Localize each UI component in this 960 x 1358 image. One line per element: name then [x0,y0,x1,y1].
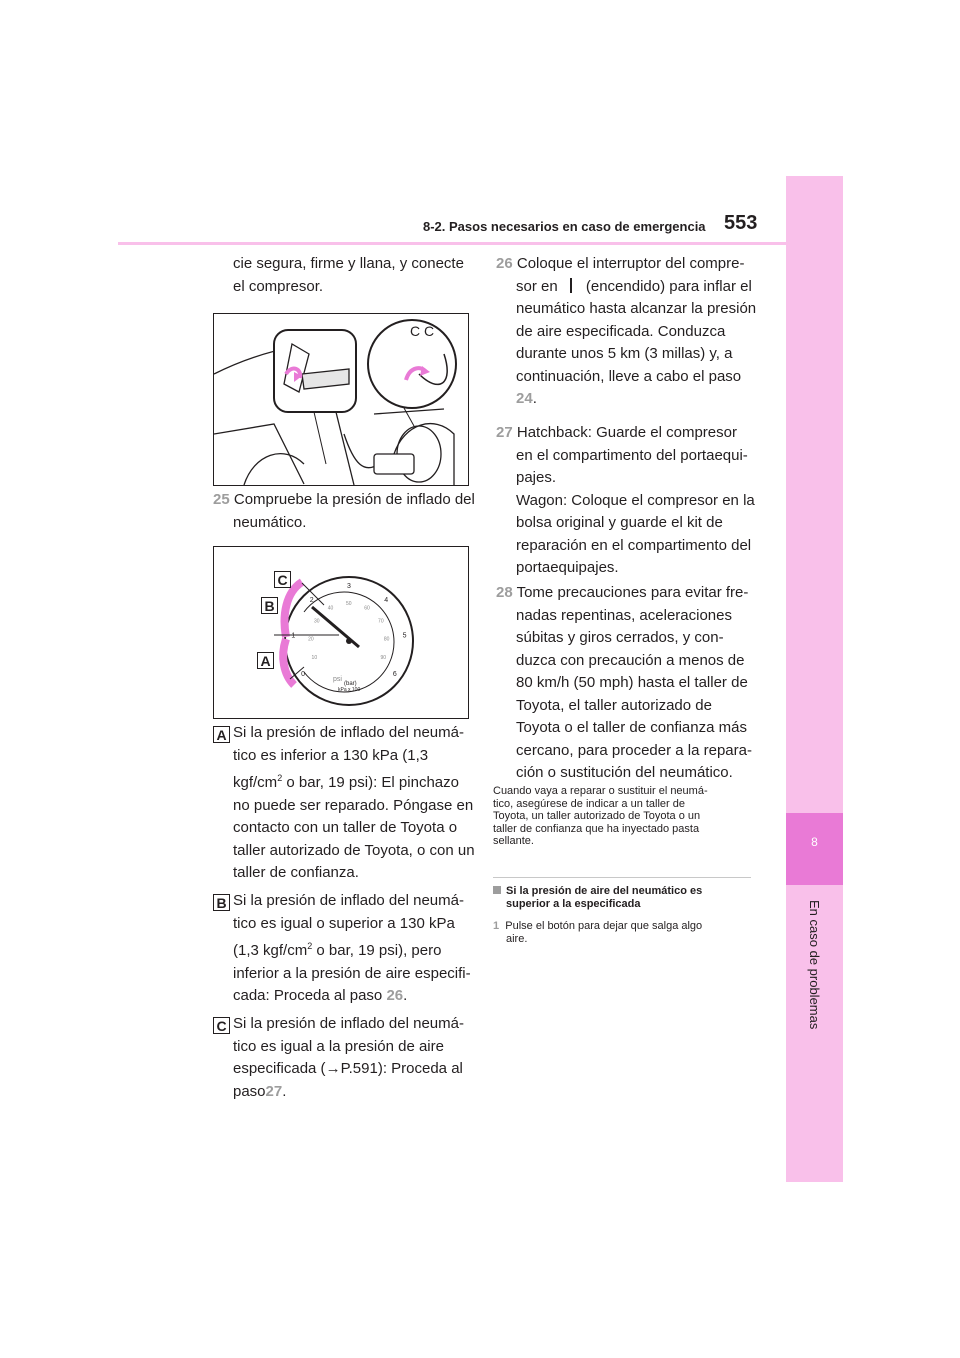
section-title: 8-2. Pasos necesarios en caso de emergencia [423,219,706,234]
step-number: 25 [213,491,230,508]
item-b-text: Si la presión de inflado del neumá- tico es igual o superior a 130 kPa (1,3 kgf/$cm^2$ o bar, 19 psi), pero inferior a la presión de aire especifi- cada: Proceda al paso 26. [233,892,471,1004]
chapter-number-box [786,813,843,885]
header-rule [118,242,786,245]
switch-on-icon [570,278,572,293]
sub-step-1: 1 Pulse el botón para dejar que salga algo aire. [493,920,703,945]
gauge-label-b: B [261,597,278,614]
step-26: 26 Coloque el interruptor del compre- sor en (encendido) para inflar el neumático hasta alcanzar la presión de aire especificada. Conduzca durante unos 5 km (3 millas) y, a continuación, lleve a cabo el paso 24. [496,255,757,407]
compressor-figure [213,313,469,486]
gauge-label-a: A [257,652,274,669]
gauge-unit-psi: psi [333,676,342,683]
gauge-psi-tick: 40 [327,605,334,612]
item-b-letter: B [213,894,230,911]
gauge-bar-tick: 3 [347,583,351,590]
gauge-psi-tick: 20 [308,636,314,643]
item-c-letter: C [213,1017,230,1034]
item-a-text: Si la presión de inflado del neumá- tico es inferior a 130 kPa (1,3 kgf/$cm^2$ o bar, 19 psi): El pinchazo no puede ser reparado. Póngase en contacto con un taller de Toyota o taller autorizado de Toyota, o con un taller de confianza. [233,724,475,881]
gauge-psi-tick: 30 [313,618,320,625]
step-25: 25 Compruebe la presión de inflado del neumático. [213,491,475,531]
step-27: 27 Hatchback: Guarde el compresor en el compartimento del portaequi- pajes. Wagon: Coloque el compresor en la bolsa original y guarde el kit de reparación en el compartimento del portaequipajes. [496,424,755,576]
chapter-title: En caso de problemas [807,900,822,1030]
intro-text: cie segura, firme y llana, y conecte el compresor. [233,255,464,295]
section-divider [493,877,751,878]
step-number: 27 [496,424,513,441]
gauge-bar-tick: 0 [301,671,306,679]
gauge-psi-tick: 70 [378,618,384,625]
gauge-psi-tick: 80 [383,636,390,643]
gauge-bar-tick: 5 [402,632,407,640]
gauge-psi-tick: 50 [346,601,352,607]
gauge-psi-tick: 90 [380,655,387,662]
square-bullet-icon [493,886,501,894]
page-number: 553 [724,212,758,234]
gauge-bar-tick: 1 [291,632,296,640]
repair-note: Cuando vaya a reparar o sustituir el neumá- tico, asegúrese de indicar a un taller de Toyota, un taller autorizado de Toyota o un taller de confianza que ha inyectado pasta sellante. [493,785,708,847]
item-c-text: Si la presión de inflado del neumá- tico es igual a la presión de aire especificada (→P.591): Proceda al paso27. [233,1015,464,1100]
gauge-psi-tick: 60 [364,605,370,612]
gauge-psi-tick: 10 [311,655,318,662]
item-a-letter: A [213,726,230,743]
pressure-gauge-figure [213,546,469,719]
gauge-bar-tick: 4 [384,597,389,605]
step-number: 26 [496,255,513,272]
chapter-number: 8 [811,835,818,849]
gauge-label-c: C [274,571,291,588]
subheading: Si la presión de aire del neumático es superior a la especificada [493,885,763,911]
step-28: 28 Tome precauciones para evitar fre- nadas repentinas, aceleraciones súbitas y giros cerrados, y con- duzca con precaución a menos de 80 km/h (50 mph) hasta el taller de Toyota, el taller autorizado de Toyota o el taller de confianza más cercano, para proceder a la repara- ción o sustitución del neumático. [496,584,752,781]
svg-text:C C: C C [410,323,435,339]
gauge-bar-tick: 2 [309,597,314,605]
gauge-unit-bar: (bar) [344,681,357,687]
compressor-illustration [214,314,468,485]
step-number: 28 [496,584,513,601]
gauge-unit-kpa: kPa x 100 [338,687,361,693]
gauge-bar-tick: 6 [392,671,397,679]
